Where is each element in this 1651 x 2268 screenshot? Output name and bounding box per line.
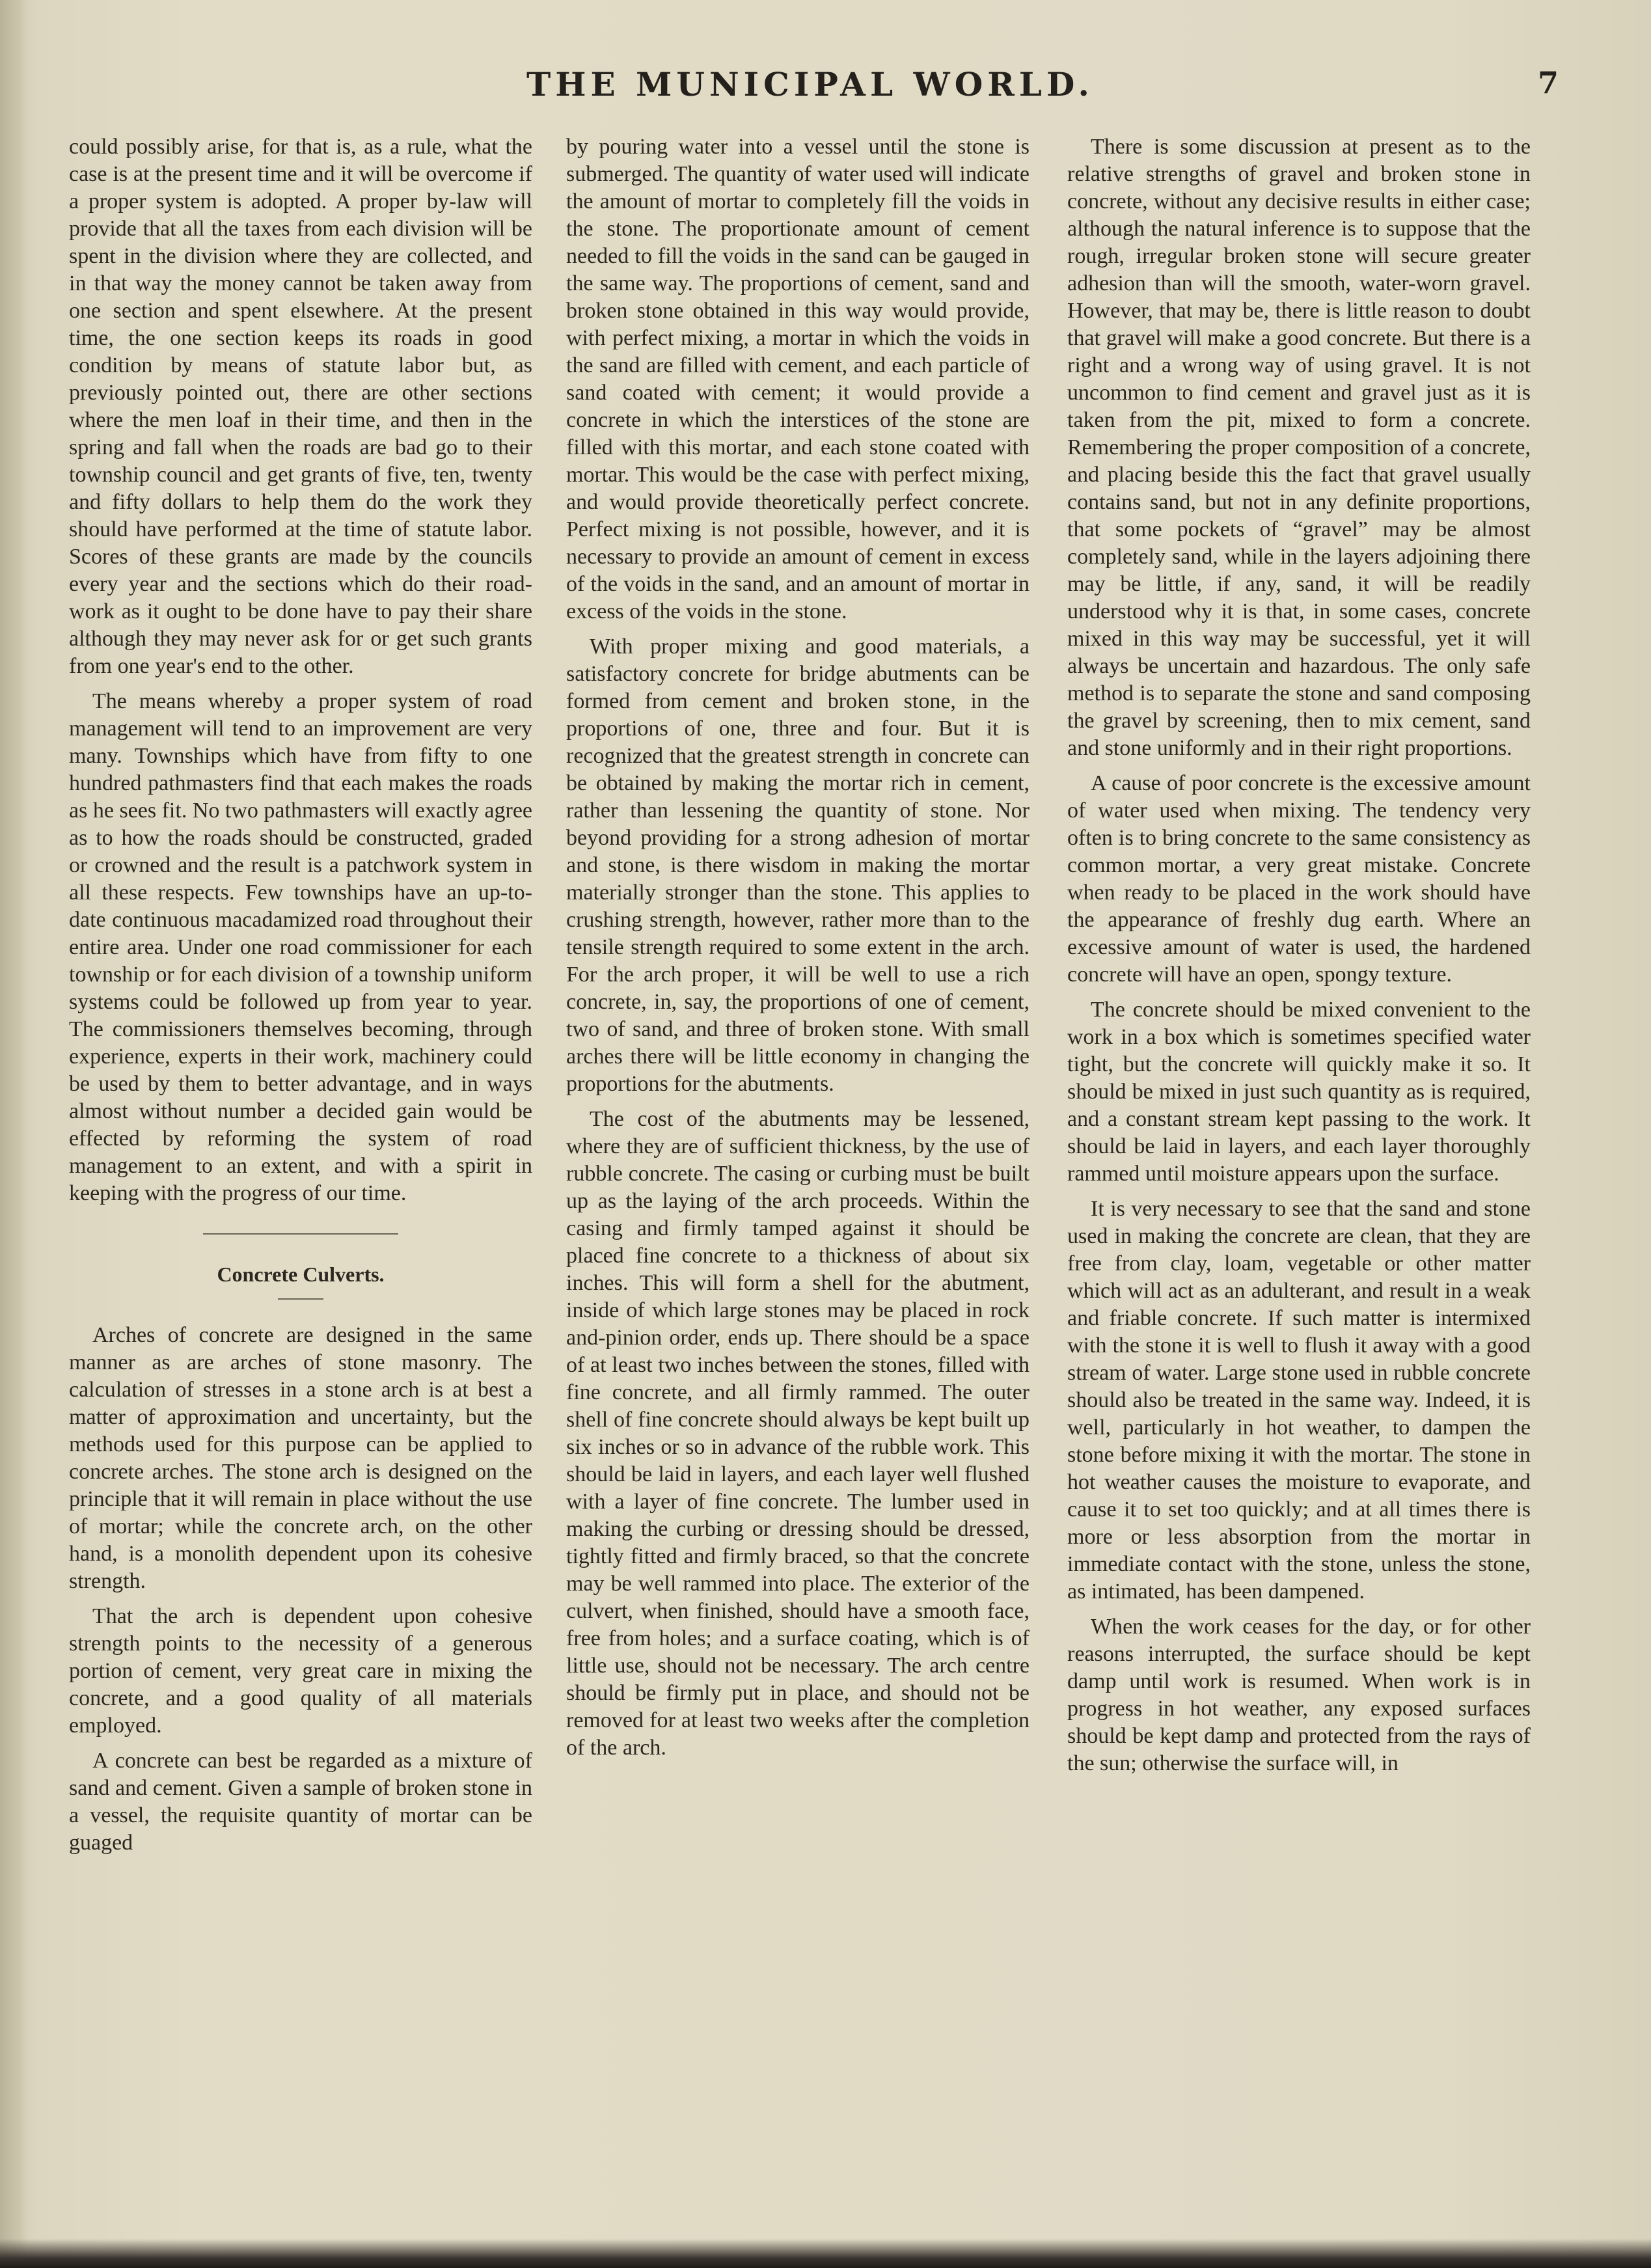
paragraph: by pouring water into a vessel until the stone is submerged. The quantity of water used will indicate the amount of mortar to completely fill the voids in the stone. The proportionate amount of cement needed to fill the voids in the sand can be gauged in the same way. The proportions of cement, sand and broken stone obtained in this way would provide, with perfect mixing, a mortar in which the voids in the sand are filled with cement, and each particle of sand coated with cement; it would provide a concrete in which the interstices of the stone are filled with this mortar, and each stone coated with mortar. This would be the case with perfect mixing, and would provide theoretically perfect concrete. Perfect mixing is not possible, however, and it is necessary to provide an amount of cement in excess of the voids in the sand, and an amount of mortar in excess of the voids in the stone. — [566, 135, 1030, 623]
paragraph: A concrete can best be regarded as a mixture of sand and cement. Given a sample of broken stone in a vessel, the requisite quantity of mortar can be guaged — [69, 1749, 532, 1855]
paragraph: The concrete should be mixed convenient to the work in a box which is sometimes specified water tight, but the concrete will quickly make it so. It should be mixed in just such quantity as is required, and a constant stream kept passing to the work. It should be laid in layers, and each layer thoroughly rammed until moisture appears upon the surface. — [1067, 998, 1531, 1186]
text-column-2 — [566, 133, 1030, 1769]
publication-title: THE MUNICIPAL WORLD. — [526, 65, 1094, 103]
paragraph: Arches of concrete are designed in the same manner as are arches of stone masonry. The calculation of stresses in a stone arch is at best a matter of approximation and uncertainty, but the methods used for this purpose can be applied to concrete arches. The stone arch is designed on the principle that it will remain in place without the use of mortar; while the concrete arch, on the other hand, is a monolith dependent upon its cohesive strength. — [69, 1323, 532, 1593]
paragraph: A cause of poor concrete is the excessive amount of water used when mixing. The tendency very often is to bring concrete to the same consistency as common mortar, a very great mistake. Concrete when ready to be placed in the work should have the appearance of freshly dug earth. Where an excessive amount of water is used, the hardened concrete will have an open, spongy texture. — [1067, 771, 1531, 987]
page-bottom-edge — [0, 2239, 1651, 2268]
section-heading: Concrete Culverts. — [217, 1263, 385, 1286]
paragraph: The means whereby a proper system of road management will tend to an improvement are very many. Townships which have from fifty to one hundred pathmasters find that each makes the roads as he sees fit. No two pathmasters will exactly agree as to how the roads should be constructed, graded or crowned and the result is a patchwork system in all these respects. Few townships have an up-to-date continuous macadamized road throughout their entire area. Under one road commissioner for each township or for each division of a township uniform systems could be followed up from year to year. The commissioners themselves becoming, through experience, experts in their work, machinery could be used by them to better advantage, and in ways almost without number a decided gain would be effected by reforming the system of road management to an extent, and with a spirit in keeping with the progress of our time. — [69, 689, 532, 1205]
paragraph: The cost of the abutments may be lessened, where they are of sufficient thickness, by the use of rubble concrete. The casing or curbing must be built up as the laying of the arch proceeds. Within the casing and firmly tamped against it should be placed fine concrete to a thickness of about six inches. This will form a shell for the abutment, inside of which large stones may be placed in rock and-pinion order, ends up. There should be a space of at least two inches between the stones, filled with fine concrete, and all firmly rammed. The outer shell of fine concrete should always be kept built up six inches or so in advance of the rubble work. This should be laid in layers, and each layer well flushed with a layer of fine concrete. The lumber used in making the curbing or dressing should be dressed, tightly fitted and firmly braced, so that the concrete may be well rammed into place. The exterior of the culvert, when finished, should have a smooth face, free from holes; and a surface coating, which is of little use, should not be necessary. The arch centre should be firmly put in place, and should not be removed for at least two weeks after the completion of the arch. — [566, 1107, 1030, 1760]
text-column-1 — [69, 133, 532, 1865]
page-header — [62, 65, 1559, 117]
heading-underline — [278, 1298, 323, 1300]
text-column-3 — [1067, 133, 1531, 1785]
paragraph: There is some discussion at present as to the relative strengths of gravel and broken stone in concrete, without any decisive results in either case; although the natural inference is to suppose that the rough, irregular broken stone will secure greater adhesion than will the smooth, water-worn gravel. However, that may be, there is little reason to doubt that gravel will make a good concrete. But there is a right and a wrong way of using gravel. It is not uncommon to find cement and gravel just as it is taken from the pit, mixed to form a concrete. Remembering the proper composition of a concrete, and placing beside this the fact that gravel usually contains sand, but not in any definite proportions, that some pockets of “gravel” may be almost completely sand, while in the layers adjoining there may be little, if any, sand, it will be readily understood why it is that, in some cases, concrete mixed in this way may be successful, yet it will always be uncertain and hazardous. The only safe method is to separate the stone and sand composing the gravel by screening, then to mix cement, sand and stone uniformly and in their right proportions. — [1067, 135, 1531, 760]
page-number: 7 — [1537, 65, 1559, 100]
paragraph: With proper mixing and good materials, a satisfactory concrete for bridge abutments can be formed from cement and broken stone, in the proportions of one, three and four. But it is recognized that the greatest strength in concrete can be obtained by making the mortar rich in cement, rather than lessening the quantity of stone. Nor beyond providing for a strong adhesion of mortar and stone, is there wisdom in making the mortar materially stronger than the stone. This applies to crushing strength, however, rather more than to the tensile strength required to some extent in the arch. For the arch proper, it will be well to use a rich concrete, in, say, the proportions of one of cement, two of sand, and three of broken stone. With small arches there will be little economy in changing the proportions for the abutments. — [566, 635, 1030, 1096]
paragraph: When the work ceases for the day, or for other reasons interrupted, the surface should be kept damp until work is resumed. When work is in progress in hot weather, any exposed surfaces should be kept damp and protected from the rays of the sun; otherwise the surface will, in — [1067, 1615, 1531, 1775]
paragraph: could possibly arise, for that is, as a rule, what the case is at the present time and it will be overcome if a proper system is adopted. A proper by-law will provide that all the taxes from each division will be spent in the division where they are collected, and in that way the money cannot be taken away from one section and spent elsewhere. At the present time, the one section keeps its roads in good condition by means of statute labor but, as previously pointed out, there are other sections where the men loaf in their time, and then in the spring and fall when the roads are bad go to their township council and get grants of five, ten, twenty and fifty dollars to help them do the work they should have performed at the time of statute labor. Scores of these grants are made by the councils every year and the sections which do their road-work as it ought to be done have to pay their share although they may never ask for or get such grants from one year's end to the other. — [69, 135, 532, 678]
binding-edge — [0, 0, 27, 2268]
paragraph: It is very necessary to see that the sand and stone used in making the concrete are clean, that they are free from clay, loam, vegetable or other matter which will act as an adulterant, and result in a weak and friable concrete. If such matter is intermixed with the stone it is well to flush it away with a good stream of water. Large stone used in rubble concrete should also be treated in the same way. Indeed, it is well, particularly in hot weather, to dampen the stone before mixing it with the mortar. The stone in hot weather causes the moisture to evaporate, and cause it to set too quickly; and at all times there is more or less absorption from the mortar in immediate contact with the stone, unless the stone, as intimated, has been dampened. — [1067, 1197, 1531, 1604]
paragraph: That the arch is dependent upon cohesive strength points to the necessity of a generous portion of cement, very great care in mixing the concrete, and a good quality of all materials employed. — [69, 1604, 532, 1738]
section-divider — [203, 1233, 398, 1235]
